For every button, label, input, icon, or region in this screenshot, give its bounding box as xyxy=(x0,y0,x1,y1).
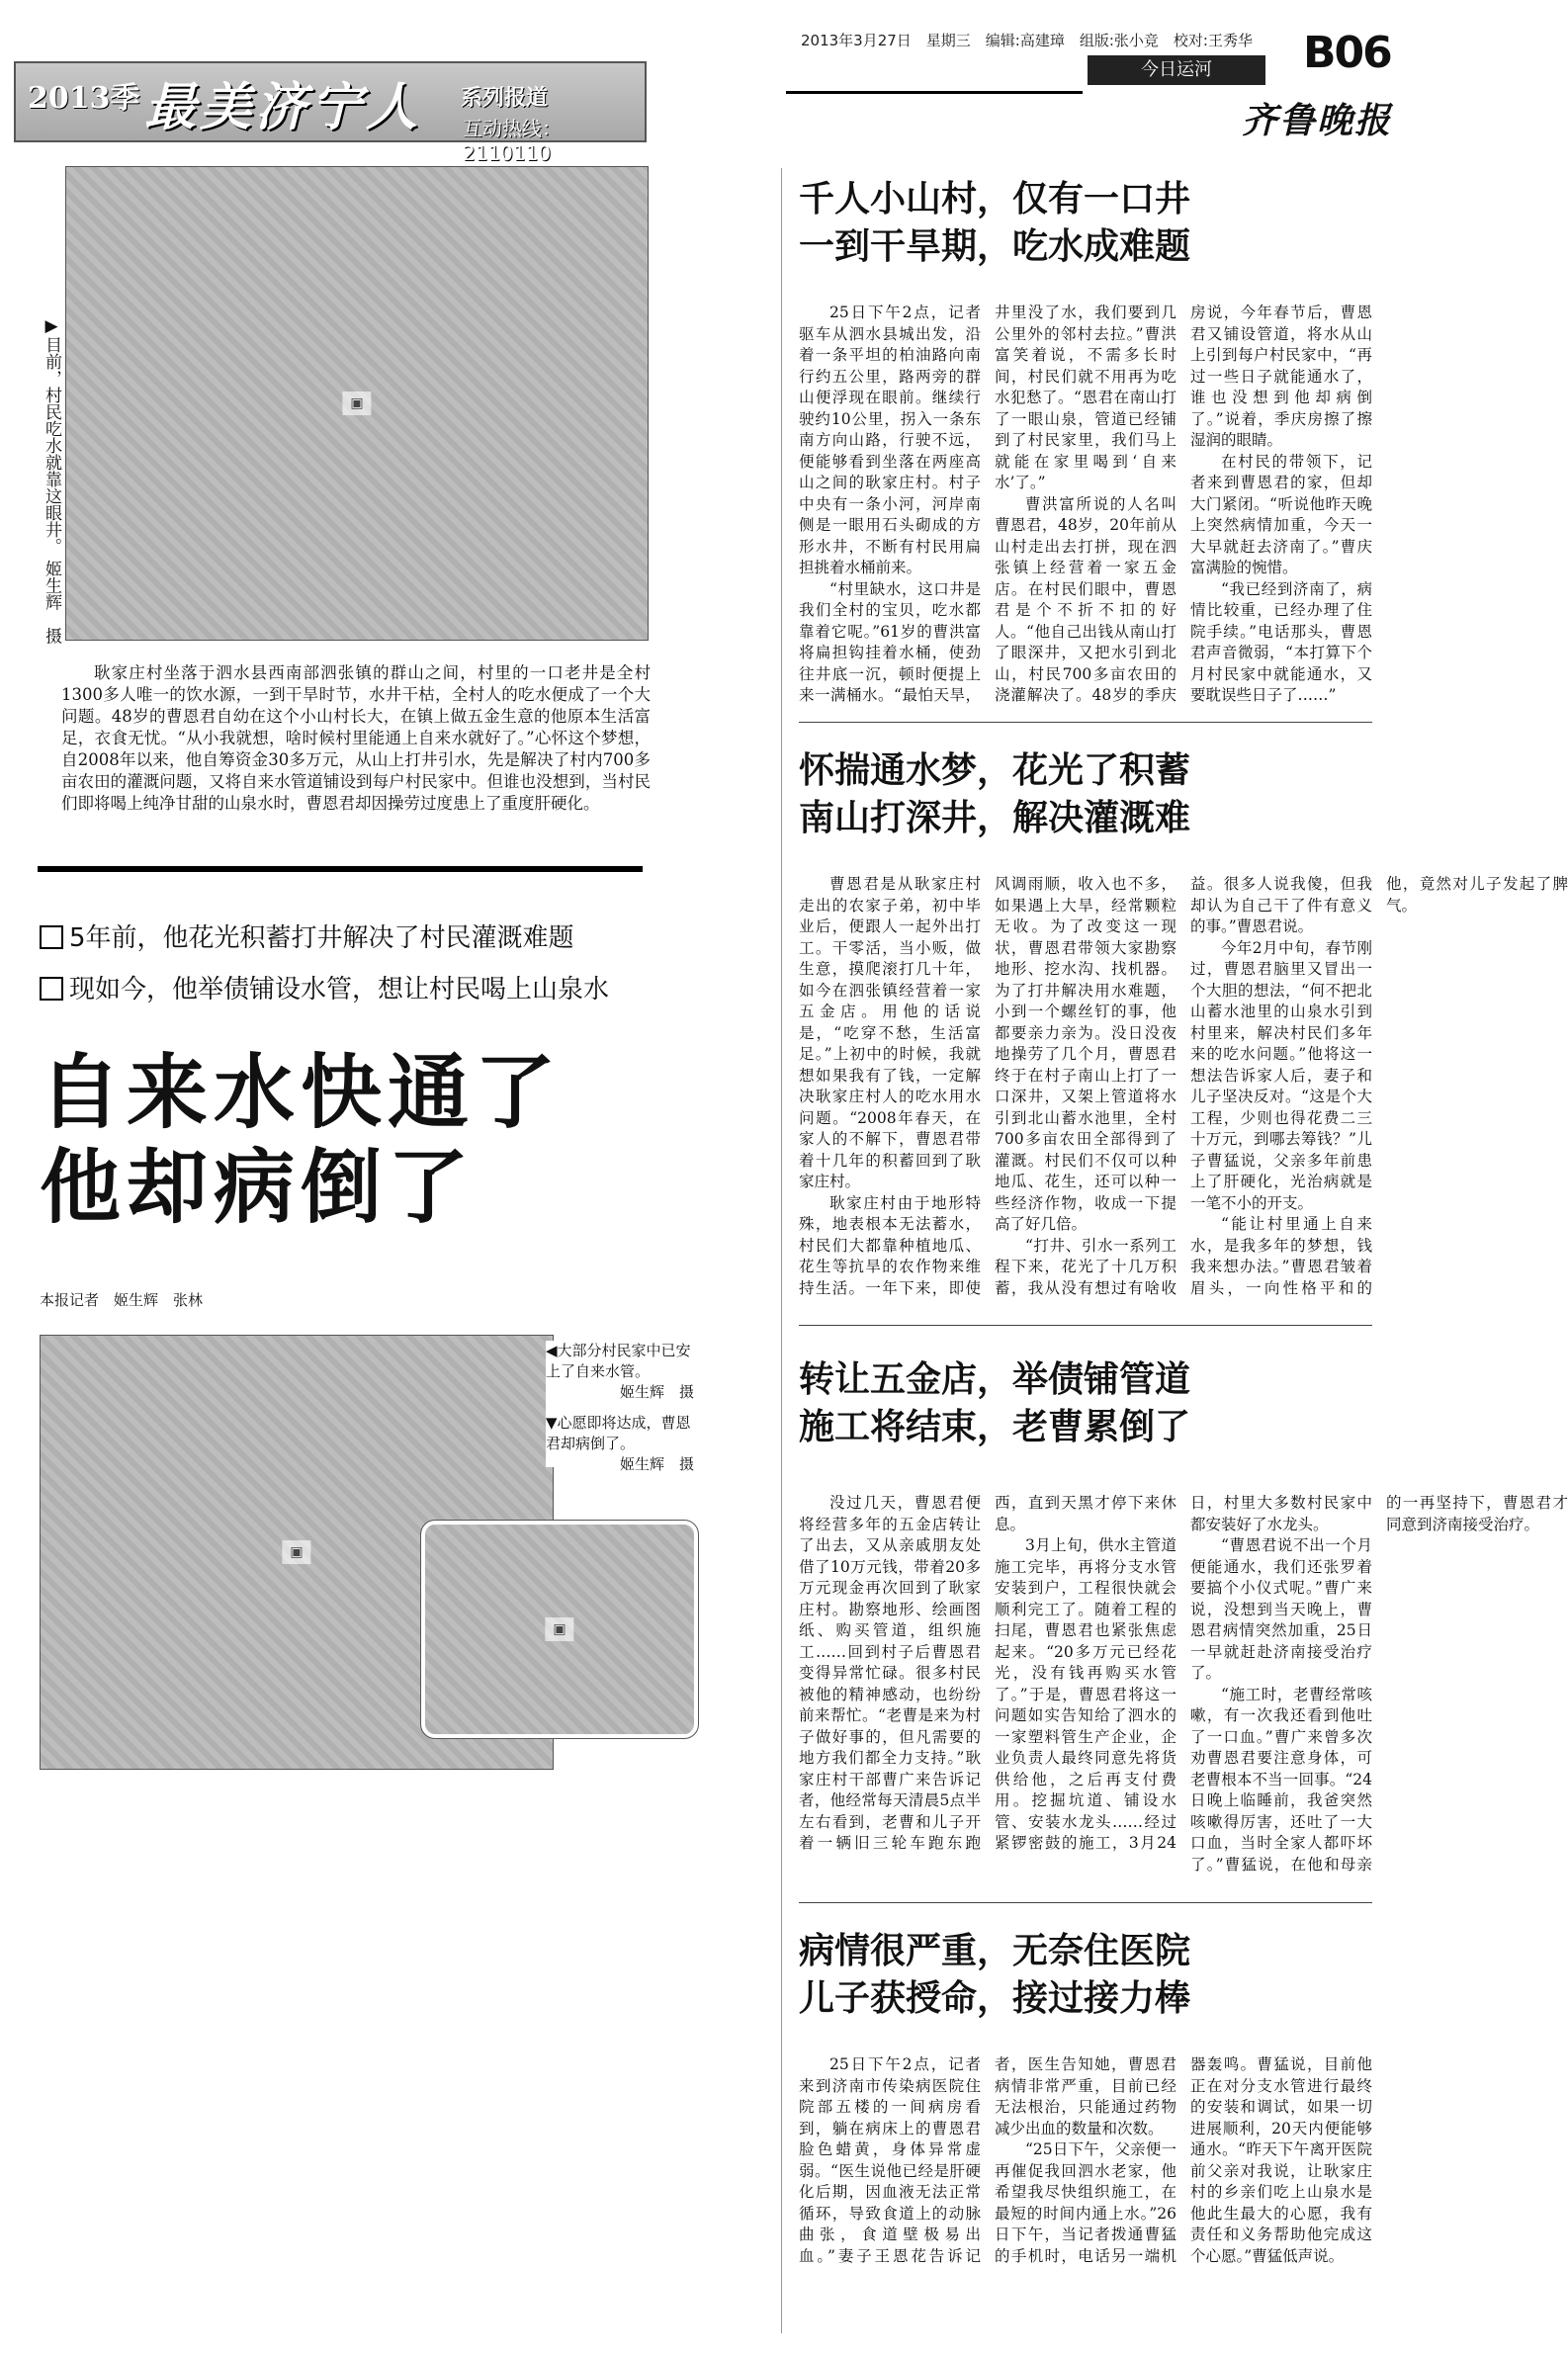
paper-logo: 齐鲁晚报 xyxy=(1242,100,1393,141)
section-4-body: 25日下午2点，记者来到济南市传染病医院住院部五楼的一间病房看到，躺在病床上的曹恩君脸色蜡黄，身体异常虚弱。“医生说他已经是肝硬化后期，因血液无法正常循环，导致食道上的动脉曲张，食道壁极易出血。”妻子王恩花告诉记者，医生告知她，曹恩君病情非常严重，目前已经无法根治，只能通过药物减少出血的数量和次数。 “25日下午，父亲便一再催促我回泗水老家，他希望我尽快组织施工，在最短的时间内通上水。”26日下午，当记者拨通曹猛的手机时，电话另一端机器轰鸣。曹猛说，目前他正在对分支水管进行最终的安装和调试，如果一切进展顺利，20天内便能够通水。“昨天下午离开医院前父亲对我说，让耿家庄村的乡亲们吃上山泉水是他此生最大的心愿，我有责任和义务帮助他完成这个心愿。”曹猛低声说。 xyxy=(799,2055,1372,2265)
photo-placeholder-icon: ▣ xyxy=(342,392,371,415)
section-rule xyxy=(799,722,1372,723)
subhead-2: 现如今，他举债铺设水管，想让村民喝上山泉水 xyxy=(40,973,609,1006)
caption-panel xyxy=(546,1341,694,1473)
tap-photo-credit: 姬生辉 摄 xyxy=(619,1383,694,1401)
column-rule xyxy=(781,168,782,2333)
season-label: 2013季 xyxy=(28,81,140,116)
series-brand: 最美济宁人 xyxy=(144,77,422,137)
main-title-line-1: 自来水快通了 xyxy=(40,1046,563,1140)
checkbox-icon xyxy=(40,925,63,949)
subhead-1: 5年前，他花光积蓄打井解决了村民灌溉难题 xyxy=(40,921,574,955)
series-banner xyxy=(14,61,647,165)
section-1-body: 25日下午2点，记者驱车从泗水县城出发，沿着一条平坦的柏油路向南行约五公里，路两旁的群山便浮现在眼前。继续行驶约10公里，拐入一条东南方向山路，行驶不远，便能够看到坐落在两座高山之间的耿家庄村。村子中央有一条小河，河岸南侧是一眼用石头砌成的方形水井，不断有村民用扁担挑着水桶前来。 “村里缺水，这口井是我们全村的宝贝，吃水都靠着它呢。”61岁的曹洪富将扁担钩挂着水桶，使劲往井底一沉，顿时便提上来一满桶水。“最怕天旱，井里没了水，我们要到几公里外的邻村去拉。”曹洪富笑着说，不需多长时间，村民们就不用再为吃水犯愁了。“恩君在南山打了一眼山泉，管道已经铺到了村民家里，我们马上就能在家里喝到‘自来水’了。” 曹洪富所说的人名叫曹恩君，48岁，20年前从山村走出去打拼，现在泗张镇上经营着一家五金店。在村民们眼中，曹恩君是个不折不扣的好人。“他自己出钱从南山打了眼深井，又把水引到北山，村民700多亩农田的浇灌解决了。48岁的季庆房说，今年春节后，曹恩君又铺设管道，将水从山上引到每户村民家中，“再过一些日子就能通水了，谁也没想到他却病倒了。”说着，季庆房擦了擦湿润的眼睛。 在村民的带领下，记者来到曹恩君的家，但却大门紧闭。“听说他昨天晚上突然病情加重，今天一大早就赶去济南了。”曹庆富满脸的惋惜。 “我已经到济南了，病情比较重，已经办理了住院手续。”电话那头，曹恩君声音微弱，“本打算下个月村民家中就能通水，又要耽误些日子了……” xyxy=(799,304,1372,704)
section-1-headline: 千人小山村，仅有一口井 一到干旱期，吃水成难题 xyxy=(799,179,1191,267)
hospital-photo xyxy=(421,1521,698,1738)
main-title-line-2: 他却病倒了 xyxy=(40,1141,476,1235)
column-tag: 今日运河 xyxy=(1088,55,1265,85)
well-photo-caption: ▶目前，村民吃水就靠这眼井。 姬生辉 摄 xyxy=(42,316,61,645)
section-3-body: 没过几天，曹恩君便将经营多年的五金店转让了出去，又从亲戚朋友处借了10万元钱，带着20多万元现金再次回到了耿家庄村。勘察地形、绘画图纸、购买管道，组织施工……回到村子后曹恩君变得异常忙碌。很多村民被他的精神感动，也纷纷前来帮忙。“老曹是来为村子做好事的，但凡需要的地方我们都全力支持。”耿家庄村干部曹广来告诉记者，他经常每天清晨5点半左右看到，老曹和儿子开着一辆旧三轮车跑东跑西，直到天黑才停下来休息。 3月上旬，供水主管道施工完毕，再将分支水管安装到户，工程很快就会顺利完工了。随着工程的扫尾，曹恩君也紧张焦虑起来。“20多万元已经花光，没有钱再购买水管了。”于是，曹恩君将这一问题如实告知给了泗水的一家塑料管生产企业，企业负责人最终同意先将货供给他，之后再支付费用。挖掘坑道、铺设水管、安装水龙头……经过紧锣密鼓的施工，3月24日，村里大多数村民家中都安装好了水龙头。 “曹恩君说不出一个月便能通水，我们还张罗着要搞个小仪式呢。”曹广来说，没想到当天晚上，曹恩君病情突然加重，25日一早就赶赴济南接受治疗了。 “施工时，老曹经常咳嗽，有一次我还看到他吐了一口血。”曹广来曾多次劝曹恩君要注意身体，可老曹根本不当一回事。“24日晚上临睡前，我爸突然咳嗽得厉害，还吐了一大口血，当时全家人都吓坏了。”曹猛说，在他和母亲的一再坚持下，曹恩君才同意到济南接受治疗。 xyxy=(799,1494,1568,1874)
hotline: 互动热线：2110110 xyxy=(463,117,562,165)
page-number: B06 xyxy=(1303,28,1391,78)
section-2-body: 曹恩君是从耿家庄村走出的农家子弟，初中毕业后，便跟人一起外出打工。干零活，当小贩，做生意，摸爬滚打几十年，如今在泗张镇经营着一家五金店。用他的话说是，“吃穿不愁，生活富足。”上初中的时候，我就想如果我有了钱，一定解决耿家庄村人的吃水用水问题。“2008年春天，在家人的不解下，曹恩君带着十几年的积蓄回到了耿家庄村。 耿家庄村由于地形特殊，地表根本无法蓄水，村民们大都靠种植地瓜、花生等抗旱的农作物来维持生活。一年下来，即使风调雨顺，收入也不多，如果遇上大旱，经常颗粒无收。为了改变这一现状，曹恩君带领大家勘察地形、挖水沟、找机器。为了打井解决用水难题，小到一个螺丝钉的事，他都要亲力亲为。没日没夜地操劳了几个月，曹恩君终于在村子南山上打了一口深井，又架上管道将水引到北山蓄水池里，全村700多亩农田全部得到了灌溉。村民们不仅可以种地瓜、花生，还可以种一些经济作物，收成一下提高了好几倍。 “打井、引水一系列工程下来，花光了十几万积蓄，我从没有想过有啥收益。很多人说我傻，但我却认为自己干了件有意义的事。”曹恩君说。 今年2月中旬，春节刚过，曹恩君脑里又冒出一个大胆的想法，“何不把北山蓄水池里的山泉水引到村里来，解决村民们多年来的吃水问题。”他将这一想法告诉家人后，妻子和儿子坚决反对。“这是个大工程，少则也得花费二三十万元，到哪去筹钱？”儿子曹猛说，父亲多年前患上了肝硬化，光治病就是一笔不小的开支。 “能让村里通上自来水，是我多年的梦想，钱我来想办法。”曹恩君皱着眉头，一向性格平和的他，竟然对儿子发起了脾气。 xyxy=(799,875,1568,1297)
well-photo xyxy=(65,166,649,641)
intro-text: 耿家庄村坐落于泗水县西南部泗张镇的群山之间，村里的一口老井是全村1300多人唯一的饮水源，一到干旱时节，水井干枯，全村人的吃水便成了一个大问题。48岁的曹恩君自幼在这个小山村长大，在镇上做五金生意的他原本生活富足，衣食无忧。“从小我就想，啥时候村里能通上自来水就好了。”心怀这个梦想，自2008年以来，他自筹资金30多万元，从山上打井引水，先是解决了村内700多亩农田的灌溉问题，又将自来水管道铺设到每户村民家中。但谁也没想到，当村民们即将喝上纯净甘甜的山泉水时，曹恩君却因操劳过度患上了重度肝硬化。 xyxy=(61,663,651,813)
issue-meta: 2013年3月27日 星期三 编辑:高建璋 组版:张小竞 校对:王秀华 xyxy=(801,32,1253,49)
photo-placeholder-icon: ▣ xyxy=(282,1540,310,1564)
section-4-headline: 病情很严重，无奈住医院 儿子获授命，接过接力棒 xyxy=(799,1931,1191,2019)
section-2-headline: 怀揣通水梦，花光了积蓄 南山打深井，解决灌溉难 xyxy=(799,750,1191,838)
hospital-photo-credit: 姬生辉 摄 xyxy=(619,1455,694,1473)
section-rule xyxy=(799,1325,1372,1326)
main-title xyxy=(40,1046,692,1236)
section-divider xyxy=(38,866,643,872)
checkbox-icon xyxy=(40,977,63,1001)
section-3-headline: 转让五金店，举债铺管道 施工将结束，老曹累倒了 xyxy=(799,1359,1191,1447)
byline: 本报记者 姬生辉 张林 xyxy=(40,1291,204,1309)
series-label: 系列报道 xyxy=(461,85,549,111)
header-rule xyxy=(786,91,1083,94)
tap-photo-caption: ◀大部分村民家中已安上了自来水管。 xyxy=(546,1342,691,1380)
section-rule xyxy=(799,1902,1372,1903)
photo-placeholder-icon: ▣ xyxy=(545,1617,573,1641)
hospital-photo-caption: ▼心愿即将达成，曹恩君却病倒了。 xyxy=(546,1414,691,1452)
